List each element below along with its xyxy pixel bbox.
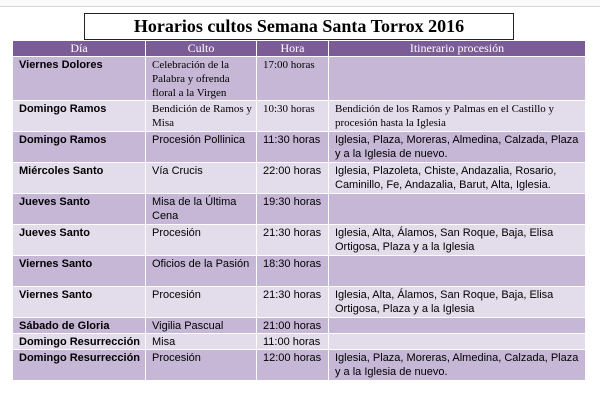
cell-itinerario	[329, 256, 586, 287]
column-header-itinerario: Itinerario procesión	[329, 41, 586, 57]
table-row	[13, 334, 586, 350]
table-row	[13, 194, 586, 225]
cell-culto: Oficios de la Pasión	[146, 256, 257, 287]
cell-culto: Bendición de Ramos y Misa	[146, 101, 257, 132]
table-row	[13, 132, 586, 163]
cell-itinerario: Iglesia, Alta, Álamos, San Roque, Baja, Elisa Ortigosa, Plaza y a la Iglesia	[329, 287, 586, 318]
cell-dia: Domingo Resurrección	[13, 334, 146, 350]
column-header-culto: Culto	[146, 41, 257, 57]
cell-itinerario	[329, 57, 586, 101]
cell-hora: 21:30 horas	[257, 225, 329, 256]
cell-dia: Jueves Santo	[13, 225, 146, 256]
cell-dia: Viernes Santo	[13, 287, 146, 318]
table-header-row	[13, 41, 586, 57]
cell-hora: 17:00 horas	[257, 57, 329, 101]
cell-culto: Procesión	[146, 350, 257, 381]
cell-culto: Misa	[146, 334, 257, 350]
cell-dia: Jueves Santo	[13, 194, 146, 225]
page-title	[84, 13, 514, 40]
cell-hora: 12:00 horas	[257, 350, 329, 381]
page-title-text: Horarios cultos Semana Santa Torrox 2016	[133, 16, 465, 36]
cell-hora: 19:30 horas	[257, 194, 329, 225]
top-ruler-strip	[0, 0, 600, 7]
cell-hora: 11:00 horas	[257, 334, 329, 350]
table-row	[13, 256, 586, 287]
table-row	[13, 57, 586, 101]
cell-itinerario	[329, 194, 586, 225]
cell-dia: Viernes Dolores	[13, 57, 146, 101]
cell-dia: Domingo Ramos	[13, 132, 146, 163]
cell-culto: Procesión	[146, 287, 257, 318]
cell-hora: 18:30 horas	[257, 256, 329, 287]
table-row	[13, 287, 586, 318]
table-row	[13, 318, 586, 334]
table-row	[13, 163, 586, 194]
schedule-table	[12, 40, 586, 381]
cell-culto: Procesión	[146, 225, 257, 256]
cell-culto: Celebración de la Palabra y ofrenda floral a la Virgen	[146, 57, 257, 101]
table-row	[13, 101, 586, 132]
cell-itinerario: Bendición de los Ramos y Palmas en el Castillo y procesión hasta la Iglesia	[329, 101, 586, 132]
cell-hora: 10:30 horas	[257, 101, 329, 132]
cell-dia: Viernes Santo	[13, 256, 146, 287]
cell-hora: 21:30 horas	[257, 287, 329, 318]
cell-itinerario	[329, 334, 586, 350]
cell-itinerario: Iglesia, Alta, Álamos, San Roque, Baja, Elisa Ortigosa, Plaza y a la Iglesia	[329, 225, 586, 256]
cell-hora: 11:30 horas	[257, 132, 329, 163]
cell-itinerario: Iglesia, Plazoleta, Chiste, Andazalia, Rosario, Caminillo, Fe, Andazalia, Barut, Alta, Iglesia.	[329, 163, 586, 194]
table-row	[13, 350, 586, 381]
cell-dia: Domingo Resurrección	[13, 350, 146, 381]
cell-culto: Procesión Pollinica	[146, 132, 257, 163]
cell-dia: Sábado de Gloria	[13, 318, 146, 334]
cell-hora: 22:00 horas	[257, 163, 329, 194]
cell-itinerario	[329, 318, 586, 334]
table-row	[13, 225, 586, 256]
cell-culto: Vía Crucis	[146, 163, 257, 194]
cell-hora: 21:00 horas	[257, 318, 329, 334]
cell-itinerario: Iglesia, Plaza, Moreras, Almedina, Calzada, Plaza y a la Iglesia de nuevo.	[329, 132, 586, 163]
column-header-hora: Hora	[257, 41, 329, 57]
column-header-dia: Día	[13, 41, 146, 57]
cell-culto: Misa de la Última Cena	[146, 194, 257, 225]
cell-dia: Domingo Ramos	[13, 101, 146, 132]
cell-dia: Miércoles Santo	[13, 163, 146, 194]
cell-culto: Vigilia Pascual	[146, 318, 257, 334]
cell-itinerario: Iglesia, Plaza, Moreras, Almedina, Calzada, Plaza y a la Iglesia de nuevo.	[329, 350, 586, 381]
